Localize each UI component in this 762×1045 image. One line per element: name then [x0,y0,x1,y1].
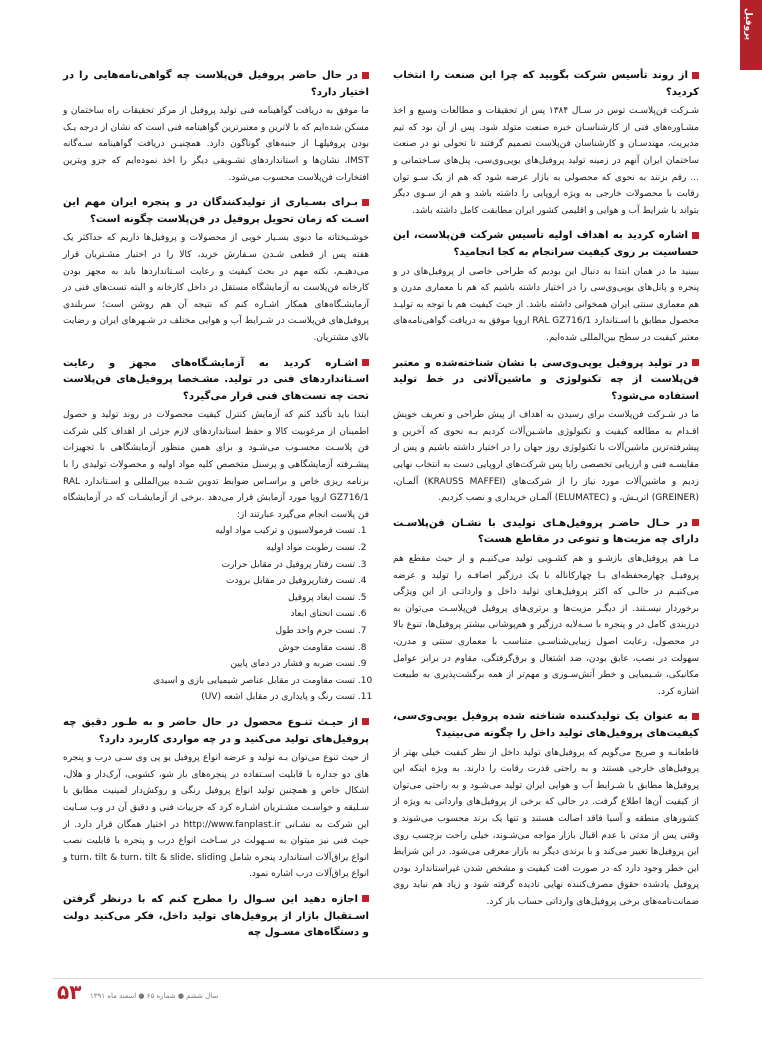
question-heading: اشـاره کردید به آزمایشـگاه‌های مجهز و رعایت اسـتانداردهای فنی در تولید. مشـخصا پروفیل‌های فن‌پلاست تحت چه تست‌های فنی قرار می‌گیرد؟ [63,357,369,402]
question-heading: در حال حاضر پروفیل فن‌پلاست چه گواهی‌نامه‌هایی را در اختیار دارد؟ [63,70,369,98]
question-heading: در تولید پروفیل یوپی‌وی‌سی با نشان شناخته‌شده و معتبر فن‌پلاست از چه تکنولوژی و ماشین‌آلاتی در خط تولید استفاده می‌شود؟ [393,357,699,402]
qa-section [393,516,699,701]
qa-section [393,68,699,219]
test-item: 7. تست جرم واحد طول [63,623,355,640]
bullet-square-icon [692,359,699,366]
question-heading: بـرای بسـیاری از تولیدکنندگان در و پنجره ایران مهم این اسـت که زمان تحویل پروفیل در فن‌پلاست چگونه است؟ [63,197,369,225]
answer-paragraph: ببینید ما در همان ابتدا به دنبال این بودیم که طراحی خاصی از پروفیل‌های در و پنجره و پانل‌های یوپی‌وی‌سی را در اختیار داشته باشیم که هم با معماری مدرن و هم معماری سنتی ایران همخوانی داشته باشد. از حیث کیفیت هم با توجه به تولیـد محصول مطابق با اسـتاندارد RAL GZ716/1 اروپا موفق به دریافت گواهی‌نامه‌های معتبر کیفیت در سطح بین‌المللی شده‌ایم. [393,266,699,343]
answer-paragraph: ما در شـرکت فن‌پلاست برای رسیدن به اهداف از پیش طراحی و تعریف خویش اقـدام به مطالعه کیفیت و تکنولوژی ماشـین‌آلات کردیم بـه نحوی که آخرین و پیشرفته‌ترین ماشین‌آلات با تکنولوژی روز جهان را در اختیار داشته باشیم و پس از مقایسـه فنی و ارزیابی تخصصی رایا پس شرکت‌های اروپایی دست به انتخاب نهایی زدیم و ماشین‌آلات مورد نیاز را از شرکت‌های (KRAUSS MAFFEI) آلمـان، (GREINER) اتریـش، و (ELUMATEC) آلمـان خریداری و نصب کردیم. [393,410,700,504]
question-heading: اجازه دهید این سـوال را مطرح کنم که با درنظر گرفتن اسـتقبال بازار از پروفیل‌های تولید داخل، فکر می‌کنید دولت و دستگاه‌های مسـول چه [63,893,369,939]
answer-paragraph: ابتدا باید تأکید کنم که آزمایش کنترل کیفیت محصولات در روند تولید و حصول اطمینان از مرغوبیت کالا و حفظ استانداردهای لازم جزئی از اهداف کلی شرکت فن پلاسـت محسـوب می‌شـود و برای همین منظور آزمایشگاهی با تجهیزات پیشـرفته آزمایشگاهی و پرسنل متخصص کلیه مواد اولیه و محصولات تولیدی را با برنامه ریزی خاص و براسـاس ضوابط تدوین شـده بین‌المللی و اسـتاندارد RAL GZ716/1 اروپا مورد آزمایش قرار می‌دهد .برخی از آزمایشـات که در آزمایشگاه فن پلاست انجام می‌گیرد عبارتند از: [63,410,369,520]
qa-section [393,228,699,346]
bullet-square-icon [362,359,369,366]
question-heading: از حیـث تنـوع محصول در حال حاضر و به طـور دقیق چه پروفیل‌های تولید می‌کنید و در چه مواردی کاربرد دارد؟ [63,716,369,745]
test-item: 5. تست ابعاد پروفیل [63,590,355,607]
qa-section [393,356,699,507]
test-item: 3. تست رفتار پروفیل در مقابل حرارت [63,557,355,574]
question-heading: اشاره کردید به اهداف اولیه تأسیس شرکت فن‌پلاست، این حساسیت بر روی کیفیت سرانجام به کجا انجامید؟ [393,230,699,258]
test-item: 2. تست رطوبت مواد اولیه [63,540,355,557]
answer-paragraph: خوشـبختانه ما دبوی بسـیار خوبی از محصولات و پروفیل‌ها داریم که حداکثر یک هفته پس از قطعی شـدن سـفارش خرید، کالا را در اختیار مشـتریان قرار می‌دهیـم، نکته مهم در بحث کیفیت و رعایت اسـتانداردها باید به مجهز بودن کارخانه فن‌پلاست به آزمایشگاه مستقل در داخل کارخانه و البته تست‌های فنی در آزمایشـگاه‌های همکار اشـاره کنم که نتیجه آن هم روشن است؛ سربلندی پروفیل‌های فن‌پلاسـت در شـرایط آب و هوایی مختلف در شـهرهای ایران و رضایت بالای مشتریان. [63,233,369,343]
question-heading: از روند تأسیس شرکت بگویید که چرا این صنعت را انتخاب کردید؟ [393,70,699,98]
question-heading: در حـال حاضـر پروفیل‌هـای تولیدی با نشـان فن‌پلاسـت دارای چه مزیت‌ها و تنوعی در مقاطع هست؟ [393,517,699,546]
qa-section [63,68,369,186]
left-column [63,68,369,951]
test-item: 9. تست ضربه و فشار در دمای پایین [63,656,355,673]
test-item: 4. تست رفتارپروفیل در مقابل برودت [63,573,355,590]
test-item: 6. تست انحنای ابعاد [63,606,355,623]
qa-section [63,356,369,706]
bullet-square-icon [362,199,369,206]
answer-paragraph: مـا هم پروفیل‌های بازشـو و هم کشـویی تولید می‌کنیـم و از حیث مقطع هم پروفیـل چهارمحفظه‌ای بـا چهارکاناله با یک درزگیر اضافـه را تولید و عرضه می‌کنیـم در حالـی که اکثر پروفیل‌هـای تولید داخل و وارداتـی از این ویژگی برخوردار نیسـتند. از دیگـر مزیت‌ها و برتری‌های پروفیل فن‌پلاسـت می‌توان به درزبندی کامل در و پنجره با سـه‌لایه درزگیر و هم‌پوشانی بیشتر پروفیل‌ها، تنوع بالا در محصول، رعایت اصول زیبایی‌شناسـی متناسب با معماری سنتی و مدرن، سهولت در نصب، عایق بودن، ضد اشتعال و برق‌گرفتگی، مقاوم در برابر عوامل مکانیکی، شـیمیایی و خطر آتش‌سـوزی و مهم‌تر از همه برگشت‌پذیری به طبیعت اشاره کرد. [393,554,699,697]
bullet-square-icon [692,713,699,720]
answer-paragraph: شـرکت فن‌پلاسـت توس در سـال ۱۳۸۴ پس از تحقیقات و مطالعات وسیع و اخذ مشـاوره‌های فنی از کارشناسـان خبره صنعت متولد شود. پس از آن بود که تیم مدیریت، مهندسـان و کارشناسان فن‌پلاست تصمیم گرفتند تا تحولی نو در صنعت ساختمان ایران آنهم در زمینه تولید پروفیل‌های یوپی‌وی‌سی، پنل‌های سـاختمانی و ... رقم بزنند به نحوی که محصولی به بازار عرضه شود که هم از یک سـو توان رقابت با محصولات خارجی به ویژه اروپایی را داشته باشد و هم از سـوی دیگر بتواند با شرایط آب و هوایی و اقلیمی کشور ایران مطابقت کامل داشته باشد. [393,106,699,216]
bullet-square-icon [362,718,369,725]
answer-paragraph: از حیث تنوع می‌توان بـه تولید و عرضه انواع پروفیل یو پی وی سـی درب و پنجره های دو جداره با قابلیت اسـتفاده در پنجره‌های باز شو، کشویی، آرک‌دار و هلال، اشکال خاص و همچنین تولید انواع پروفیل رنگی و روکش‌دار لمینیت مطابق با سـلیقه و خواسـت مشـتریان اشـاره کرد که جزییات فنی و دقیق آن در وب سـایت این شرکت به نشـانی http://www.fanplast.ir در اختیار همگان قرار دارد. از حیث فنی نیز میتوان به سـهولت در سـاخت انواع درب و پنجره با قابلیت نصب انواع یراق‌آلات استاندارد پنجره شامل turn، tilt & turn، tilt & slide، sliding و انواع یراق‌آلات درب اشاره نمود. [63,753,369,880]
section-tab-label: پروفیل [743,8,753,41]
test-item: 1. تست فرمولاسیون و ترکیب مواد اولیه [63,523,355,540]
test-item: 10. تست مقاومت در مقابل عناصر شیمیایی بازی و اسیدی [63,673,355,690]
bullet-square-icon [692,519,699,526]
page-number: ۵۳ [57,980,82,1004]
answer-paragraph: قاطعانـه و صریح می‌گویم که پروفیل‌های تولید داخل از نظر کیفیت خیلی بهتر از پروفیل‌های خارجی هستند و به راحتی قدرت رقابت را دارند. به ویژه اینکه این پروفیل‌ها مطابق با شـرایط آب و هوایی ایران تولید می‌شـود و به راحتی می‌توان از کیفیت آن‌ها اطلاع گرفت. در حالی که برخی از پروفیل‌های وارداتی به ویژه از کشورهای منطقه و آسیا فاقد اصالت هستند و تنها یک برند محسوب می‌شوند و وقتی پس از مدتی با عدم اقبال بازار مواجه می‌شـوند، خیلی راحت برچسب روی این پروفیل‌ها تغییر می‌کند و با برندی دیگر به بازار معرفی می‌شود. در این شرایط این خطر وجود دارد که در صورت افت کیفیت و مشخص شدن غیراستاندارد بودن پروفیل یادشده حقوق مصرف‌کننده نهایی نادیده گرفته شود و زیاد هم نباید روی ضمانت‌نامه‌های برخی پروفیل‌های وارداتی حساب باز کرد. [393,747,699,907]
answer-paragraph: ما موفق به دریافت گواهینامه فنی تولید پروفیل از مرکز تحقیقات راه ساختمان و مسکن شده‌ایم که با لاترین و معتبرترین گواهینامه فنی است که نشان از درجه یـک بودن پروفیلهـا از جنبه‌های گوناگون دارد. همچنیـن دریافت گواهینامه سـه‌گانه IMST، نشان‌ها و استانداردهای تشـویقی دیگر را اخذ نموده‌ایم که جزو ویترین افتخارات فن‌پلاست محسوب می‌شود. [63,106,369,183]
bullet-square-icon [362,895,369,902]
footer-rule [52,978,702,979]
section-tab [740,0,762,70]
qa-section [63,195,369,346]
bullet-square-icon [692,232,699,239]
qa-section [393,709,699,910]
test-item: 8. تست مقاومت جوش [63,640,355,657]
test-item: 11. تست رنگ و پایداری در مقابل اشعه (UV) [63,689,355,706]
bullet-square-icon [692,72,699,79]
question-heading: به عنوان یک تولیدکننده شناخته شده پروفیل یوپی‌وی‌سی، کیفیت‌های پروفیل‌های تولید داخل را چگونه می‌بینید؟ [393,711,699,739]
bullet-square-icon [362,72,369,79]
qa-section [63,892,369,942]
right-column [393,68,699,920]
qa-section [63,715,369,883]
test-list [63,523,369,706]
issue-footer: سال ششم ● شماره ۶۵ ● اسفند ماه ۱۳۹۱ [90,992,219,1000]
